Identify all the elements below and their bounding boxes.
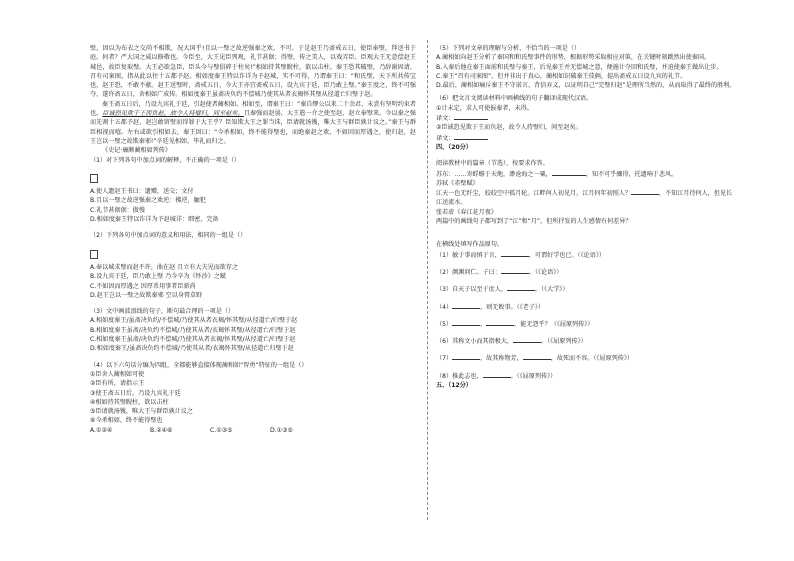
question-8-intro: 在横线处填写作品原句。 xyxy=(436,241,504,249)
passage-underlined-sentence: 臣诚恐见欺于王而负赵，故令人持璧归，间至赵矣。 xyxy=(102,110,244,118)
passage-paragraph-2 xyxy=(90,100,416,146)
fill-5-blank-a[interactable] xyxy=(452,319,480,326)
question-7-source-2: 张若虚《春江花月夜》 xyxy=(436,208,497,216)
question-1-stem: （1）对下列各句中加点词的解释，不正确的一项是（） xyxy=(90,156,241,164)
fill-7-post: ，故死而不容。（《屈原列传》） xyxy=(550,355,633,363)
question-7-line-2-cont: 江送流水。 xyxy=(436,199,467,207)
passage-p2-part-b: 且秦强而赵弱，大王遣一介之使至赵，赵立奉璧来。今以秦之强而先割十五都予赵，赵岂敢留璧而得罪于大王乎？臣知欺大王之罪当诛，臣请就汤镬，唯大王与群臣孰计议之。”秦王与群臣相视而嘻。左右或欲引相如去，秦王因曰：“今杀相如，终不能得璧也，而绝秦赵之欢，不如因而厚遇之，使归赵，赵王岂以一璧之故欺秦邪!”卒廷见相如，毕礼而归之。 xyxy=(90,110,417,145)
question-7-line-1 xyxy=(436,169,752,179)
question-7-question: 两篇中的画线句子都写到了“江”和“月”，但所抒发的人生感情有何差异？ xyxy=(436,218,632,226)
fill-7-mid: ，故其称物芳， xyxy=(480,355,523,363)
fill-5-post: ，能无怨乎？（《屈原列传》） xyxy=(514,320,594,328)
fill-6-post: 。（《屈原列传》） xyxy=(541,338,587,346)
fill-3-pre: （3）自天子以至于庶人， xyxy=(436,286,507,294)
answer-checkbox-q2[interactable] xyxy=(90,250,98,259)
fill-4-post: ，则无败事。（《老子》） xyxy=(480,303,545,311)
fill-6-blank[interactable] xyxy=(513,336,541,343)
right-column xyxy=(436,44,752,390)
question-3-option-c: C.相如度秦王虽斋/决负约不偿城/乃使其从者衣褐/怀其璧/从径道亡/归璧于赵 xyxy=(90,336,296,344)
fill-8-blank[interactable] xyxy=(483,371,511,378)
question-5-option-b: B.入秦后他在秦王面前和氏璧与秦王，后见秦王并无偿城之意，便施计夺回和氏璧，并迫使秦王做出让步。 xyxy=(436,63,723,71)
fill-2-post: 。（《论语》） xyxy=(528,268,563,276)
question-1-option-c: C.礼节甚倨倨：傲慢 xyxy=(90,206,145,214)
question-1-option-a: A.使人遗赵王书曰：遗赠，送交；文付 xyxy=(90,188,194,196)
fill-7-blank-b[interactable] xyxy=(523,353,551,360)
question-6-sentence-2: ②臣诚恐见欺于王而负赵，故令人持璧归，间至赵矣。 xyxy=(436,124,582,132)
fill-2-blank[interactable] xyxy=(501,267,529,274)
question-4-item-1: ①臣舍人蔺相如可使 xyxy=(90,370,145,378)
fill-8-post: 。（《屈原列传》） xyxy=(510,372,557,380)
fill-item-3 xyxy=(436,284,752,294)
question-4-choice-c: C.①③⑤ xyxy=(210,426,233,434)
question-6-sentence-1: ①计未定，求人可使报秦者，未得。 xyxy=(436,104,533,112)
q7-line2-text: 江天一色无纤尘，皎皎空中孤月轮。江畔何人初见月，江月何年初照人？ xyxy=(436,190,631,198)
section-5-heading: 五、（12分） xyxy=(436,382,472,390)
answer-label-1: 译文： xyxy=(436,115,455,123)
fill-item-8 xyxy=(436,371,752,381)
column-divider xyxy=(427,40,428,520)
q7-blank-2[interactable] xyxy=(631,188,659,195)
question-5-option-a: A.蔺相如向赵王分析了秦国和和氏璧事件的形势，根据形势采取相应对策，在关键时刻跳然出使秦国。 xyxy=(436,54,711,62)
q7-line1-text: 苏东：……寄蜉蝣于天地，渺沧海之一粟， xyxy=(436,170,552,178)
fill-1-blank[interactable] xyxy=(501,250,529,257)
question-4-item-5: ⑤臣请就汤镬，唯大王与群臣孰计议之 xyxy=(90,408,193,416)
fill-1-post: ，可谓好学也已。（《论语》） xyxy=(528,251,605,259)
q7-line1-tail: 。知不可乎骤得，托遗响于悲风。 xyxy=(585,170,678,178)
fill-4-pre: （4） xyxy=(436,303,453,311)
q7-blank-1[interactable] xyxy=(552,169,586,176)
fill-1-pre: （1）敏于事而慎于言， xyxy=(436,251,501,259)
question-4-choice-b: B.②④⑥ xyxy=(150,426,173,434)
question-2-option-c: C.不如因而厚遇之 因厚币用事者臣新尚 xyxy=(90,282,196,290)
fill-4-blank[interactable] xyxy=(452,302,480,309)
question-3-option-a: A.相如度秦王/虽斋决负约/不偿城/乃使其从者衣褐/怀其璧/从径道亡/归璧于赵 xyxy=(90,317,298,325)
answer-line-2[interactable] xyxy=(436,133,752,143)
question-7-source-1: 苏轼《赤壁赋》 xyxy=(436,179,479,187)
fill-item-6 xyxy=(436,336,752,346)
question-2-option-b: B.设九宾于廷，臣乃敢上璧 乃今卒为《怀沙》之赋 xyxy=(90,273,227,281)
fill-item-5 xyxy=(436,319,752,329)
question-4-choice-a: A.①②④ xyxy=(90,426,113,434)
fill-5-blank-b[interactable] xyxy=(486,319,514,326)
fill-item-7 xyxy=(436,353,752,363)
question-4-item-6: ⑥今杀相如，终不能得璧也 xyxy=(90,417,163,425)
fill-5-pre: （5） xyxy=(436,320,453,328)
left-column xyxy=(90,44,416,435)
question-7-intro: 阅读教材中的篇章（节选），按要求作答。 xyxy=(436,160,549,168)
answer-blank-1[interactable] xyxy=(454,113,488,120)
answer-checkbox-q1[interactable] xyxy=(90,174,98,183)
question-4-item-2: ②臣有所，请指示王 xyxy=(90,380,145,388)
answer-blank-2[interactable] xyxy=(454,133,488,140)
question-2-option-d: D.赵王岂以一璧之故欺秦邪 空以身膏草野 xyxy=(90,291,203,299)
fill-item-1 xyxy=(436,250,752,260)
question-4-choices xyxy=(90,426,416,435)
question-4-item-3: ③使王斋五日后，乃设九宾礼于廷 xyxy=(90,389,181,397)
fill-7-blank-a[interactable] xyxy=(452,353,480,360)
passage-p2-part-a: 秦王斋五日后，乃设九宾礼于廷，引赵使者蔺相如。相如至，谓秦王曰：“秦自缪公以来二十余君，未尝有坚明约束者也。 xyxy=(90,100,416,118)
fill-2-pre: （2）颜渊问仁。子曰： xyxy=(436,268,501,276)
fill-7-pre: （7） xyxy=(436,355,453,363)
question-2-option-a: A.奉以城求璧而赵不许，曲在赵 且立有大夫见而欲存之 xyxy=(90,263,239,271)
fill-item-4 xyxy=(436,302,752,312)
question-5-stem: （5）下列对文章的理解与分析，不恰当的一项是（） xyxy=(436,45,581,52)
question-4-choice-d: D.①③⑤ xyxy=(270,426,294,434)
passage-source: 《史记·廉颇蔺相如列传》 xyxy=(102,147,171,155)
question-4-item-4: ④相如持其璧睨柱，欲以击柱 xyxy=(90,398,169,406)
question-2-stem: （2）下列各句中加点词的意义和用法，相同的一组是（） xyxy=(90,232,247,240)
fill-8-pre: （8）推此志也， xyxy=(436,372,483,380)
question-5-option-d: D.最后，蔺相如痛斥秦王不守诺言、背信弃义，以证明自己“完璧归赵”是理所当然的，从而取得了最终的胜利。 xyxy=(436,82,736,90)
question-1-option-d: D.相如度秦王特以诈详为予赵城详：细密，完备 xyxy=(90,216,219,224)
fill-3-blank[interactable] xyxy=(507,284,535,291)
answer-label-2: 译文： xyxy=(436,134,455,142)
question-6-stem: （6）把文言文阅读材料中画横线的句子翻译成现代汉语。 xyxy=(436,95,593,103)
question-3-stem: （3）文中画波浪线的句子，断句最合理的一项是（） xyxy=(90,308,235,316)
passage-paragraph-1: 壁，因以为布衣之交尚不相欺，况大国乎!且以一璧之故逆强秦之欢，不可。于是赵王乃斋戒五日，使臣奉璧，拜送书于庭。何者？严大国之威以修敬也。今臣至，大王见臣列观，礼节甚倨；得璧，传之美人，以戏弄臣。臣观大王无意偿赵王城邑，故臣复取璧。大王必欲急臣，臣头今与璧俱碎于柱矣!”相如持其璧睨柱，欲以击柱。秦王恐其破璧，乃辞谢固请，召有司案图，指从此以往十五都予赵。相如度秦王特以诈详为予赵城，实不可得，乃谓秦王曰：“和氏璧，天下所共传宝也，赵王恐，不敢不献。赵王送璧时，斋戒五日，今大王亦宜斋戒五日，设九宾于廷，臣乃敢上璧。”秦王度之，终不可强夺，遂许斋五日，舍相如广成传。相如度秦王虽斋决负约不偿城乃使其从者衣褐怀其璧从径道亡归璧于赵。 xyxy=(90,45,416,99)
question-3-option-b: B.相如度秦王虽斋/决负约不偿城/乃使其从者/衣褐怀其璧/从径道亡/归璧于赵 xyxy=(90,326,296,334)
question-3-option-d: D.相如度秦王/虽斋决负约不偿城/乃使其从者/衣褐怀其璧/从径道亡归璧于赵 xyxy=(90,345,294,353)
fill-3-post: 。（《大学》） xyxy=(534,286,569,294)
answer-line-1[interactable] xyxy=(436,113,752,123)
question-4-stem: （4）以下六句话分编为四组，全都能够直接体现蔺相如“智勇”特征的一组是（） xyxy=(90,361,308,369)
question-5-option-c: C.秦王“召有司案图”，但并非出于真心，蔺相如识破秦王伎俩，提出斋戒五日设九宾的礼节。 xyxy=(436,72,687,80)
q7-line2-tail: ，不知江月待何人，但见长 xyxy=(659,190,733,198)
section-4-heading: 四、（20分） xyxy=(436,143,472,151)
question-1-option-b: B.且以一璧之故逆强秦之欢逆：拂逆，触犯 xyxy=(90,197,206,205)
question-7-line-2 xyxy=(436,188,752,198)
fill-5-mid: ， xyxy=(480,320,487,328)
fill-item-2 xyxy=(436,267,752,277)
fill-6-pre: （6）其称文小而其指极大， xyxy=(436,338,514,346)
